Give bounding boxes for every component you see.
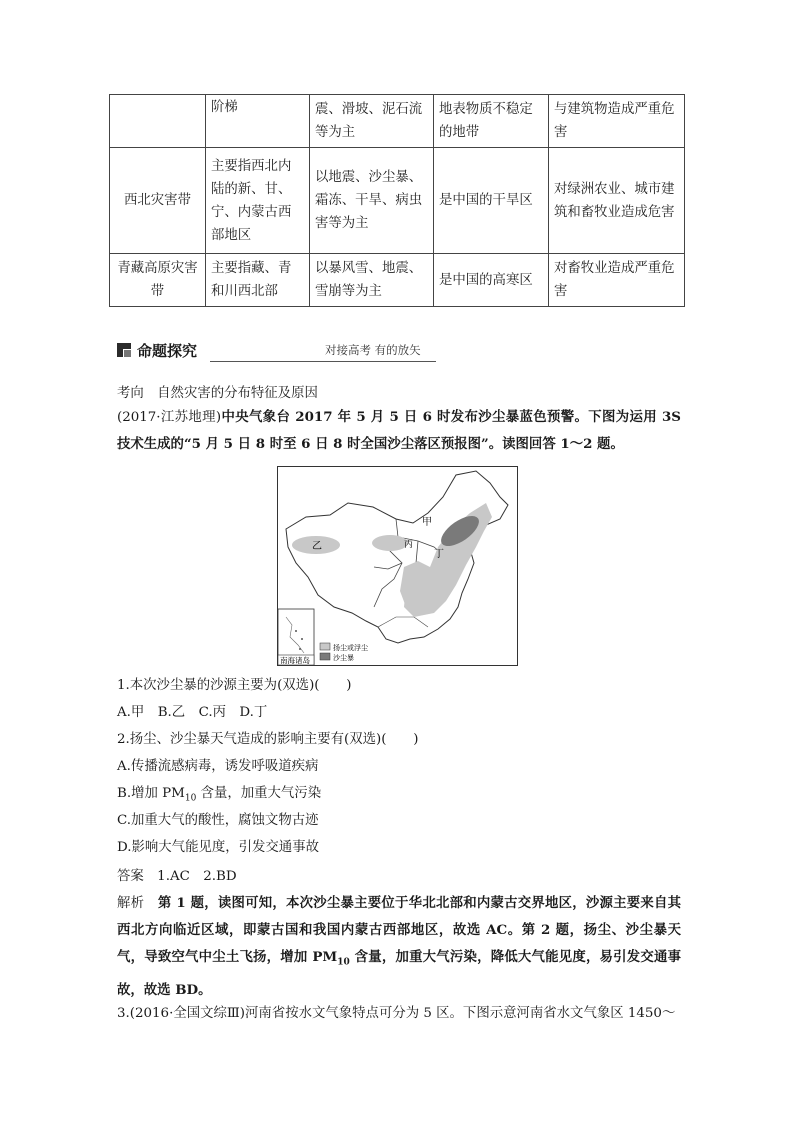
table-cell: [110, 95, 206, 148]
legend-dust: 扬尘或浮尘: [333, 644, 368, 652]
question-1-stem: 1.本次沙尘暴的沙源主要为(双选)( ): [117, 678, 352, 693]
table-cell: 西北灾害带: [110, 148, 206, 254]
analysis-label: 解析: [117, 896, 145, 911]
table-cell: 对绿洲农业、城市建筑和畜牧业造成危害: [549, 148, 685, 254]
table-cell: 对畜牧业造成严重危害: [549, 254, 685, 307]
legend-swatch-sandstorm: [320, 653, 330, 660]
dust-forecast-map: [277, 466, 518, 666]
analysis-text-end: 含量，加重大气污染，降低大气能见度，易引发交通事故，故选 BD。: [117, 949, 681, 998]
table-row: [110, 95, 685, 148]
intro-paragraph: [117, 404, 681, 458]
question-1-options: A.甲 B.乙 C.丙 D.丁: [117, 705, 268, 720]
table-cell: 阶梯: [206, 95, 310, 148]
section-header: [117, 340, 437, 366]
legend-swatch-dust: [320, 643, 330, 650]
table-row: [110, 148, 685, 254]
table-cell: 主要指西北内陆的新、甘、宁、内蒙古西部地区: [206, 148, 310, 254]
table-row: [110, 254, 685, 307]
analysis-paragraph: [117, 890, 681, 1004]
question-2-option-d: D.影响大气能见度，引发交通事故: [117, 840, 319, 855]
table-cell: 震、滑坡、泥石流等为主: [310, 95, 434, 148]
inset-label: 南海诸岛: [280, 656, 310, 665]
section-marker-icon: [117, 343, 131, 357]
table-cell: 主要指藏、青和川西北部: [206, 254, 310, 307]
table-cell: 以暴风雪、地震、雪崩等为主: [310, 254, 434, 307]
analysis-subscript: 10: [337, 957, 350, 968]
intro-text: 中央气象台 2017 年 5 月 5 日 6 时发布沙尘暴蓝色预警。下图为运用 3S 技术生成的“5 月 5 日 8 时至 6 日 8 时全国沙尘落区预报图”。读图回答 1～2 题。: [117, 409, 681, 452]
topic-heading: 考向 自然灾害的分布特征及原因: [117, 386, 318, 401]
map-label-jia: 甲: [422, 517, 432, 528]
analysis-text: 第 1 题，读图可知，本次沙尘暴主要位于华北北部和内蒙古交界地区，沙源主要来自其西北方向临近区域，即蒙古国和我国内蒙古西部地区，故选 AC。第 2 题，扬尘、沙尘暴天气，导致空气中尘土飞扬，增加 PM: [117, 895, 682, 965]
question-3-stem: 3.(2016·全国文综Ⅲ)河南省按水文气象特点可分为 5 区。下图示意河南省水文气象区 1450～: [117, 1006, 676, 1021]
table-cell: 与建筑物造成严重危害: [549, 95, 685, 148]
question-2-stem: 2.扬尘、沙尘暴天气造成的影响主要有(双选)( ): [117, 732, 419, 747]
answer-line: 答案 1.AC 2.BD: [117, 869, 237, 884]
question-2-option-c: C.加重大气的酸性，腐蚀文物古迹: [117, 813, 319, 828]
option-b-text: B.增加 PM: [117, 786, 185, 801]
section-subtitle: 对接高考 有的放矢: [325, 343, 421, 357]
section-title: 命题探究: [137, 342, 198, 360]
question-2-option-a: A.传播流感病毒，诱发呼吸道疾病: [117, 759, 319, 774]
dust-region-bing: [372, 535, 408, 551]
legend-sandstorm: 沙尘暴: [333, 654, 354, 662]
table-cell: 是中国的高寒区: [434, 254, 549, 307]
section-divider: [210, 361, 436, 362]
map-label-bing: 丙: [404, 540, 414, 550]
intro-source: (2017·江苏地理): [117, 410, 222, 425]
table-cell: 以地震、沙尘暴、霜冻、干旱、病虫害等为主: [310, 148, 434, 254]
option-b-text-end: 含量，加重大气污染: [196, 786, 322, 801]
table-cell: 是中国的干旱区: [434, 148, 549, 254]
table-cell: 地表物质不稳定的地带: [434, 95, 549, 148]
option-b-subscript: 10: [184, 793, 197, 804]
map-label-ding: 丁: [434, 549, 444, 560]
hazard-belt-table: [109, 94, 685, 307]
table-cell: 青藏高原灾害带: [110, 254, 206, 307]
map-label-yi: 乙: [312, 541, 322, 552]
